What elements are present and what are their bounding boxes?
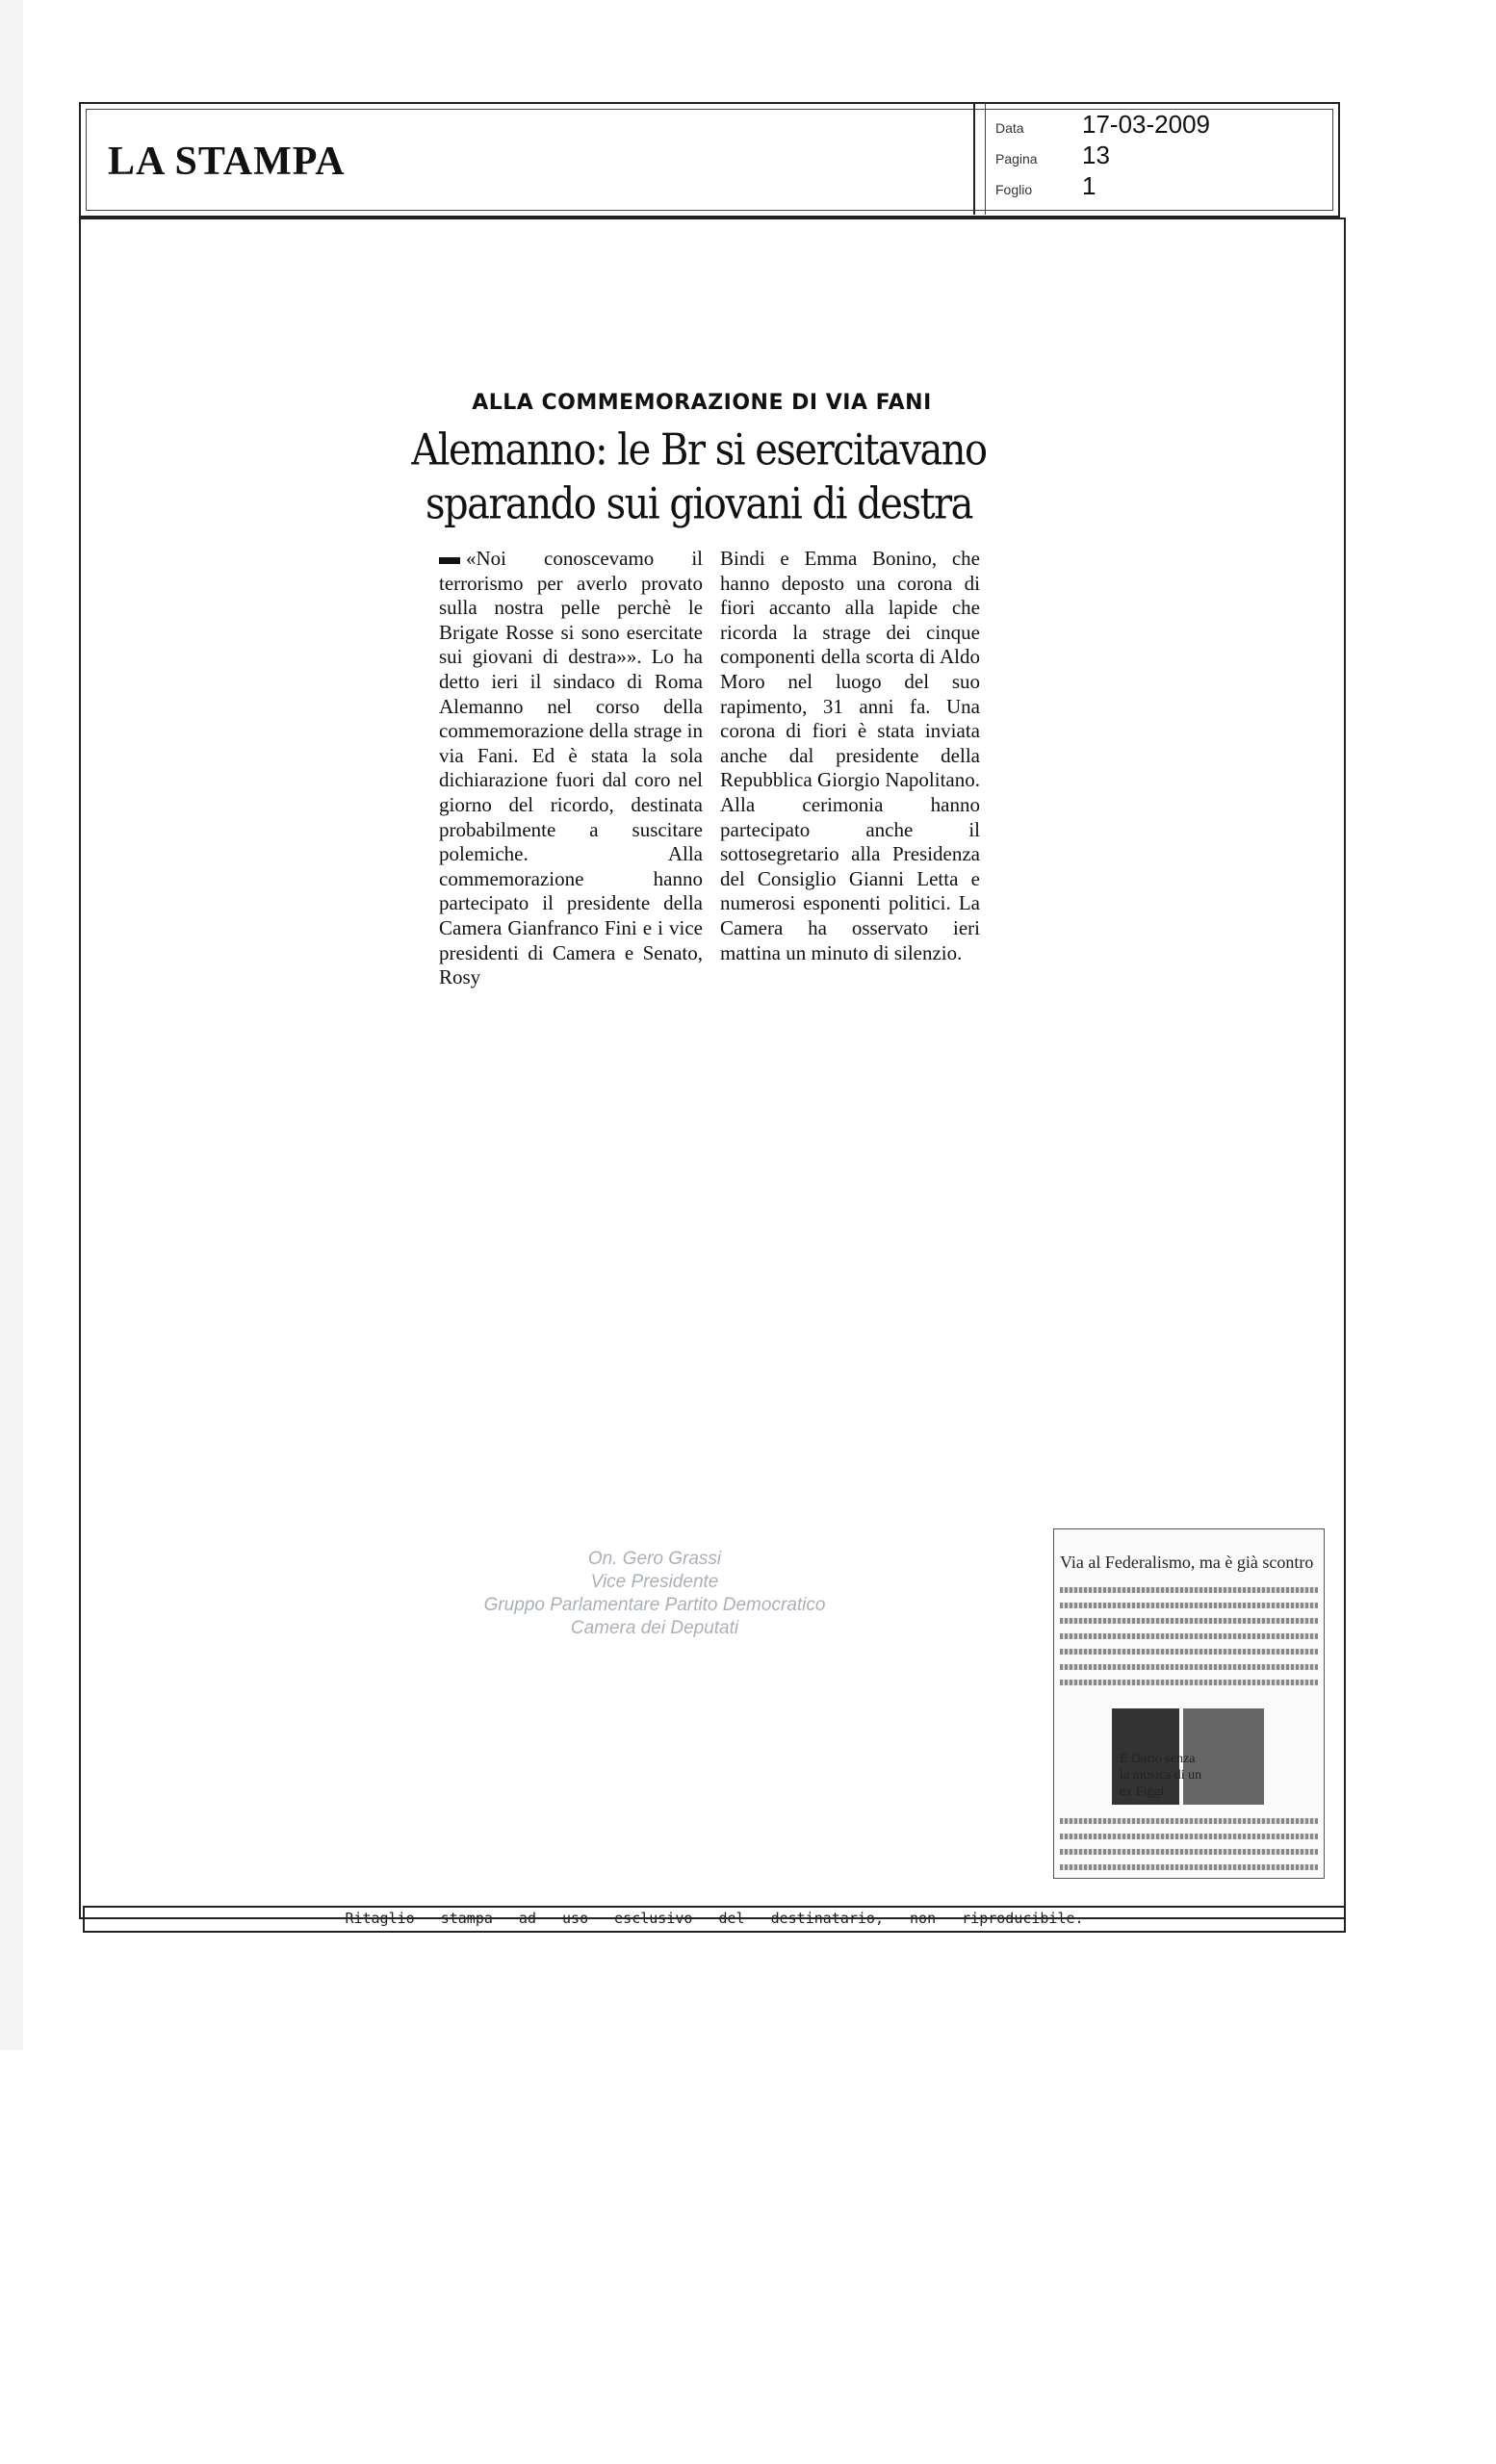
thumbnail-feature: E Dario senza la musica di un ex Figgi (1120, 1752, 1202, 1799)
signature-role: Vice Presidente (590, 1572, 719, 1592)
thumbnail-text-line (1060, 1849, 1318, 1855)
signature-name: On. Gero Grassi (587, 1549, 722, 1569)
meta-page-label: Pagina (995, 151, 1038, 167)
thumbnail-headline: Via al Federalismo, ma è già scontro (1060, 1553, 1314, 1572)
meta-block (995, 110, 1210, 202)
page-thumbnail (1053, 1528, 1325, 1879)
thumbnail-text-line (1060, 1664, 1318, 1670)
header-box (79, 102, 1340, 218)
headline-line-1: Alemanno: le Br si esercitavano (411, 425, 987, 475)
thumbnail-text-line (1060, 1603, 1318, 1608)
footer-box (83, 1906, 1346, 1933)
article-column-left (439, 547, 703, 990)
thumbnail-text-line (1060, 1633, 1318, 1639)
meta-sheet-label: Foglio (995, 182, 1033, 197)
meta-page (995, 141, 1210, 171)
meta-divider (973, 103, 986, 215)
thumbnail-text-line (1060, 1618, 1318, 1624)
meta-date (995, 110, 1210, 141)
thumbnail-text-line (1060, 1680, 1318, 1685)
meta-date-value: 17-03-2009 (1082, 110, 1210, 139)
clipping-area (79, 218, 1346, 1919)
signature-group: Gruppo Parlamentare Partito Democratico (483, 1595, 826, 1615)
article-column-right: Bindi e Emma Bonino, che hanno deposto una corona di fiori accanto alla lapide che ricorda la strage dei cinque componenti della scorta di Aldo Moro nel luogo del suo rapimento, 31 anni fa. Una corona di fiori è stata inviata anche dal presidente della Repubblica Giorgio Napolitano. Alla cerimonia hanno partecipato anche il sottosegretario alla Presidenza del Consiglio Gianni Letta e numerosi esponenti politici. La Camera ha osservato ieri mattina un minuto di silenzio. (720, 547, 980, 964)
thumbnail-text-line (1060, 1818, 1318, 1824)
thumbnail-text-line (1060, 1649, 1318, 1655)
signature-chamber: Camera dei Deputati (570, 1618, 739, 1638)
thumbnail-text-line (1060, 1587, 1318, 1593)
thumbnail-text-line (1060, 1834, 1318, 1839)
meta-date-label: Data (995, 120, 1024, 136)
meta-sheet-value: 1 (1082, 171, 1096, 200)
article-start-marker (439, 557, 460, 564)
meta-sheet (995, 171, 1210, 202)
headline-line-2: sparando sui giovani di destra (425, 479, 973, 529)
meta-page-value: 13 (1082, 141, 1110, 169)
article-kicker-text: ALLA COMMEMORAZIONE DI VIA FANI (472, 391, 932, 415)
article-headline (81, 424, 1344, 531)
article-kicker (81, 391, 1344, 415)
article-column-left-text: «Noi conoscevamo il terrorismo per averlo provato sulla nostra pelle perchè le Brigate Rosse si sono esercitate sui giovani di destra»». Lo ha detto ieri il sindaco di Roma Alemanno nel corso della commemorazione della strage in via Fani. Ed è stata la sola dichiarazione fuori dal coro nel giorno del ricordo, destinata probabilmente a suscitare polemiche. Alla commemorazione hanno partecipato il presidente della Camera Gianfranco Fini e i vice presidenti di Camera e Senato, Rosy (439, 547, 703, 989)
masthead: LA STAMPA (108, 140, 346, 184)
scan-edge (0, 0, 23, 2050)
footer-disclaimer: Ritaglio stampa ad uso esclusivo del destinatario, non riproducibile. (345, 1910, 1084, 1927)
thumbnail-text-line (1060, 1864, 1318, 1870)
